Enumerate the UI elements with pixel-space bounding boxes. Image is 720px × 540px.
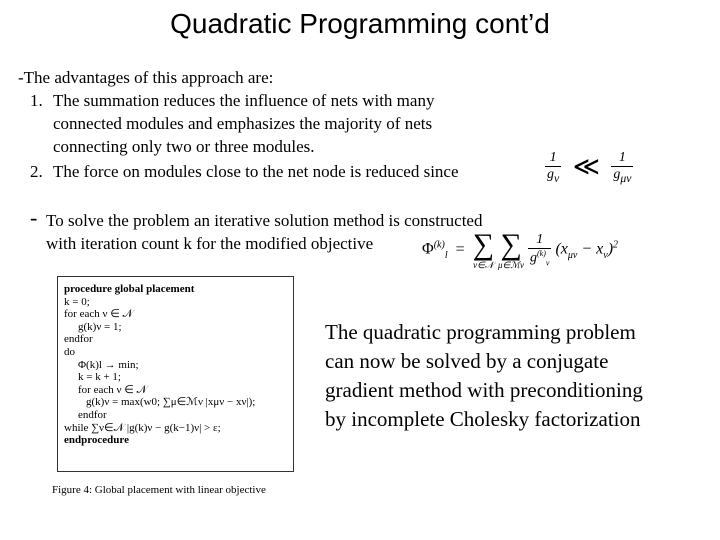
list-item-2-number: 2. (30, 162, 43, 181)
term-minus-x: − x (577, 240, 604, 258)
weight-denominator (528, 249, 551, 267)
algo-line-2: k = 0; (64, 295, 90, 308)
conclusion-text (325, 318, 705, 434)
inner-sum-symbol: ∑ (500, 228, 522, 261)
term-power: 2 (613, 239, 619, 251)
term-close: ) (607, 240, 614, 258)
term-sub-1: μν (567, 249, 578, 261)
rhs-fraction (611, 150, 633, 185)
algo-line-6: do (64, 345, 75, 358)
list-item-1-number: 1. (30, 91, 43, 110)
algo-line-4: g(k)ν = 1; (78, 320, 122, 333)
algo-line-12: while ∑ν∈𝒩 |g(k)ν − g(k−1)ν| > ε; (64, 421, 221, 434)
algo-line-9: for each ν ∈ 𝒩 (78, 383, 148, 396)
lhs-denominator (545, 167, 561, 185)
weight-den-sub: ν (545, 258, 550, 268)
weight-numerator: 1 (528, 232, 551, 249)
rhs-den-var: g (613, 167, 621, 182)
lhs-den-sub: ν (554, 171, 560, 185)
algo-line-8: k = k + 1; (78, 371, 121, 384)
phi-sup: (k) (433, 239, 445, 251)
intro-text: -The advantages of this approach are: (18, 68, 274, 87)
rhs-denominator (611, 167, 633, 185)
conclusion-line-3: gradient method with preconditioning (325, 378, 643, 402)
objective-formula (422, 230, 618, 270)
lhs-fraction (545, 150, 561, 185)
rhs-den-sub: μν (620, 171, 632, 185)
list-item-1-line-2: connected modules and emphasizes the majority of nets (53, 114, 433, 133)
figure-caption: Figure 4: Global placement with linear objective (52, 484, 266, 496)
algo-line-13: endprocedure (64, 434, 129, 447)
term-x: (x (555, 240, 568, 258)
solve-line-1: To solve the problem an iterative solution method is constructed (46, 211, 483, 230)
outer-sum-symbol: ∑ (472, 228, 495, 261)
solve-dash: - (30, 205, 38, 230)
inequality-formula (545, 150, 633, 185)
weight-fraction (528, 232, 551, 267)
page-title: Quadratic Programming cont’d (170, 8, 550, 39)
lhs-numerator: 1 (545, 150, 561, 167)
conclusion-line-1: The quadratic programming problem (325, 320, 636, 344)
much-less-symbol: ≪ (572, 152, 600, 182)
outer-sum-index: ν∈𝒩 (473, 260, 494, 270)
algo-line-11: endfor (78, 408, 107, 421)
list-item-1-line-1: The summation reduces the influence of nets with many (53, 91, 435, 110)
lhs-den-var: g (547, 167, 554, 182)
algo-line-1: procedure global placement (64, 283, 195, 295)
list-item-2-line-1: The force on modules close to the net node is reduced since (53, 162, 459, 181)
rhs-numerator: 1 (611, 150, 633, 167)
phi-symbol: Φ (422, 240, 434, 258)
list-item-1-line-3: connecting only two or three modules. (53, 137, 315, 156)
algo-line-3: for each ν ∈ 𝒩 (64, 308, 134, 321)
inner-sum (498, 230, 524, 270)
algo-line-5: endfor (64, 333, 93, 346)
algorithm-box (57, 276, 294, 472)
phi-sub: l (444, 249, 448, 261)
weight-den-sup: (k) (537, 249, 546, 259)
outer-sum (473, 230, 494, 270)
inner-sum-index: μ∈ℳν (498, 260, 524, 270)
algo-line-10: g(k)ν = max(w0; ∑μ∈ℳν |xμν − xν|); (86, 396, 256, 409)
solve-line-2: with iteration count k for the modified objective (46, 234, 374, 253)
weight-den-var: g (530, 250, 537, 266)
equals-sign: = (455, 240, 465, 258)
conclusion-line-4: by incomplete Cholesky factorization (325, 407, 641, 431)
term-sub-2: ν (603, 249, 608, 261)
algo-line-7: Φ(k)l → min; (78, 358, 139, 371)
conclusion-line-2: can now be solved by a conjugate (325, 349, 609, 373)
